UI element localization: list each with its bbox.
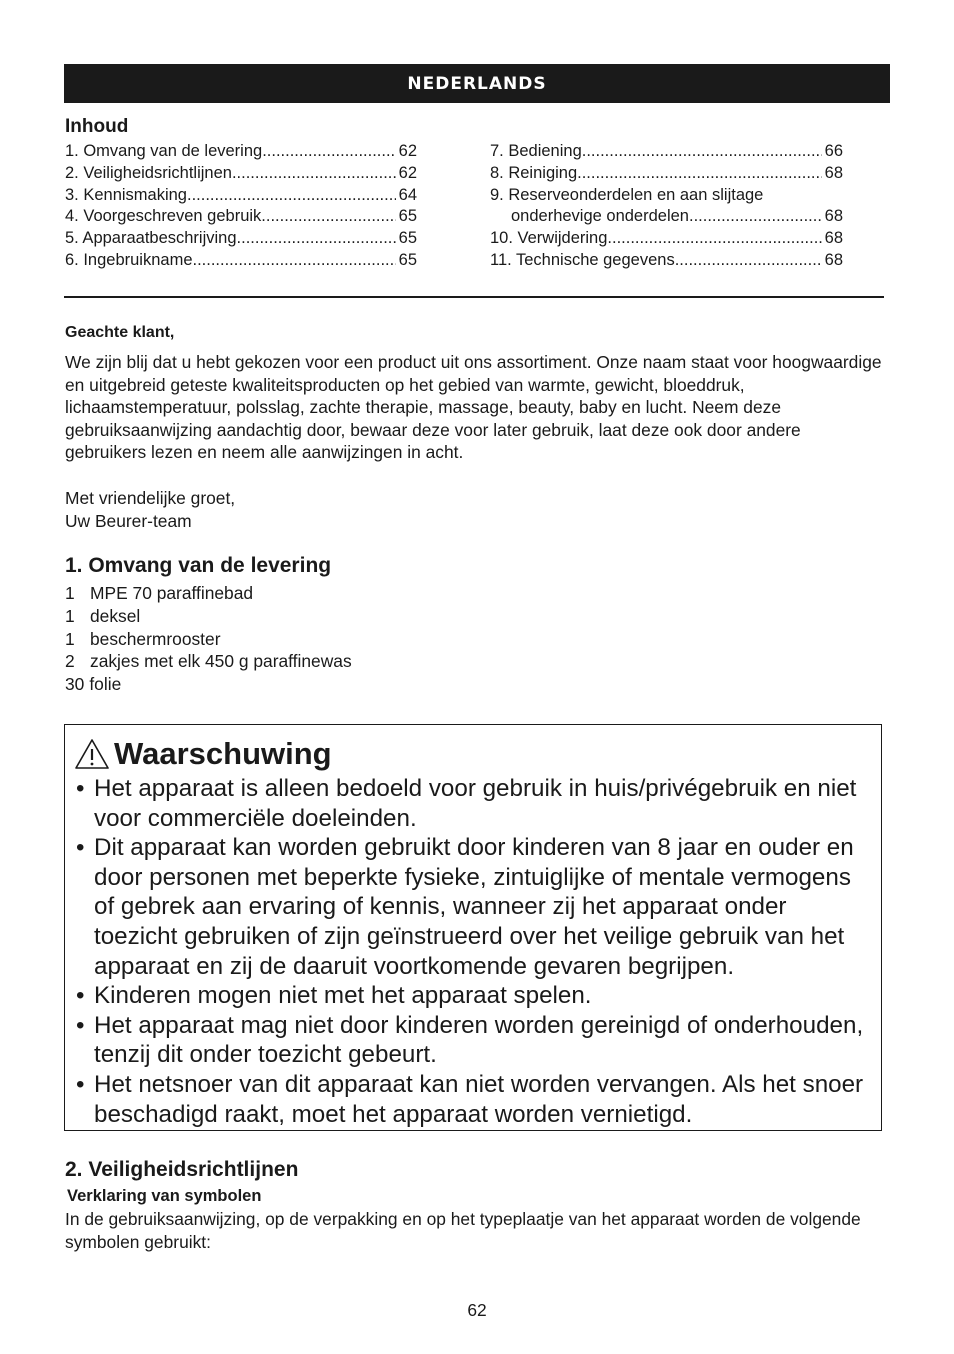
toc-entry-label: 2. Veiligheidsrichtlijnen	[65, 163, 232, 182]
closing-signature: Uw Beurer-team	[65, 510, 192, 531]
symbols-paragraph: In de gebruiksaanwijzing, op de verpakking en op het typeplaatje van het apparaat worden de volgende symbolen gebruikt:	[65, 1209, 861, 1252]
toc-entry-label: onderhevige onderdelen	[511, 207, 689, 226]
divider	[64, 296, 884, 298]
toc-leader-dots	[689, 206, 822, 228]
bullet: •	[76, 982, 85, 1010]
toc-entry-label: 6. Ingebruikname	[65, 250, 193, 269]
toc-entry-page: 68	[824, 250, 843, 269]
toc-leader-dots	[607, 228, 821, 250]
bullet: •	[76, 775, 85, 802]
toc-entry-page: 65	[398, 229, 417, 248]
warning-title-text: Waarschuwing	[114, 736, 332, 771]
toc-entry-label: 3. Kennismaking	[65, 185, 187, 204]
item-text: deksel	[90, 605, 141, 626]
toc-entry-label: 9. Reserveonderdelen en aan slijtage	[490, 185, 764, 204]
warning-text: Dit apparaat kan worden gebruikt door kinderen van 8 jaar en ouder en door personen met beperkte fysieke, zintuiglijke of mentale vermogens of gebrek aan ervaring of kennis, wanneer zij het apparaat onder toezicht gebruiken of zijn geïnstrueerd over het veilige gebruik van het apparaat en zij de daaruit voortkomende gevaren begrijpen.	[94, 834, 854, 980]
toc-entry-label: 11. Technische gegevens	[490, 250, 675, 269]
language-label: NEDERLANDS	[407, 73, 547, 94]
item-quantity: 2	[65, 651, 75, 672]
language-header	[64, 64, 890, 103]
item-text: folie	[89, 674, 122, 695]
toc-entry[interactable]	[490, 250, 843, 272]
toc-entry[interactable]	[490, 185, 843, 207]
item-quantity: 1	[65, 583, 75, 603]
warning-text: Kinderen mogen niet met het apparaat spelen.	[94, 982, 592, 1010]
warning-triangle-icon	[74, 738, 110, 770]
item-text: zakjes met elk 450 g paraffinewas	[90, 651, 352, 672]
list-item	[65, 628, 352, 651]
list-item	[76, 1070, 876, 1129]
warning-list	[76, 774, 876, 1129]
toc-entry-page: 65	[398, 250, 417, 269]
toc-entry-label: 4. Voorgeschreven gebruik	[65, 207, 262, 226]
toc-entry-page: 68	[824, 163, 843, 182]
item-text: beschermrooster	[90, 628, 221, 649]
list-item	[65, 582, 352, 605]
toc-title: Inhoud	[65, 116, 129, 137]
toc-leader-dots	[262, 141, 395, 163]
list-item	[65, 650, 352, 673]
item-quantity: 1	[65, 605, 75, 626]
item-quantity: 1	[65, 628, 75, 649]
toc-entry[interactable]	[65, 206, 417, 228]
toc-entry-page: 65	[398, 207, 417, 226]
toc-entry-label: 5. Apparaatbeschrijving	[65, 229, 237, 248]
list-item	[65, 673, 352, 696]
toc-entry[interactable]	[490, 228, 843, 250]
toc-entry[interactable]	[65, 250, 417, 272]
toc-leader-dots	[261, 206, 395, 228]
toc-entry[interactable]	[65, 163, 417, 185]
toc-entry[interactable]	[490, 141, 843, 163]
toc-entry-label: 1. Omvang van de levering	[65, 142, 263, 160]
toc-column-right	[490, 141, 843, 272]
list-item	[76, 774, 876, 833]
closing-line: Met vriendelijke groet,	[65, 488, 236, 508]
toc-entry-page: 62	[398, 142, 417, 160]
section-heading: 2. Veiligheidsrichtlijnen	[65, 1158, 299, 1181]
toc-entry[interactable]	[490, 163, 843, 185]
section-heading: 1. Omvang van de levering	[65, 554, 332, 577]
toc-leader-dots	[237, 228, 396, 250]
intro-paragraph: We zijn blij dat u hebt gekozen voor een product uit ons assortiment. Onze naam staat voor hoogwaardige en uitgebreid geteste kwaliteitsproducten op het gebied van warmte, gewicht, bloeddruk, lichaamstemperatuur, polsslag, zachte therapie, massage, beauty, baby en lucht. Neem deze gebruiksaanwijzing aandachtig door, bewaar deze voor later gebruik, laat deze ook door andere gebruikers lezen en neem alle aanwijzingen in acht.	[65, 352, 882, 463]
toc-column-left	[65, 141, 417, 272]
list-item	[76, 981, 876, 1011]
toc-entry[interactable]	[65, 141, 417, 163]
item-text: MPE 70 paraffinebad	[90, 583, 254, 603]
toc-entry-label: 8. Reiniging	[490, 163, 578, 182]
toc-leader-dots	[675, 250, 822, 272]
item-quantity: 30	[65, 674, 85, 695]
bullet: •	[76, 834, 85, 862]
warning-text: Het netsnoer van dit apparaat kan niet worden vervangen. Als het snoer beschadigd raakt, moet het apparaat worden vernietigd.	[94, 1070, 864, 1128]
toc-entry-label: 10. Verwijdering	[490, 229, 608, 248]
toc-entry-page: 62	[398, 163, 417, 182]
bullet: •	[76, 1011, 85, 1039]
toc-leader-dots	[193, 250, 396, 272]
toc-leader-dots	[577, 163, 822, 185]
warning-text: Het apparaat mag niet door kinderen worden gereinigd of onderhouden, tenzij dit onder toezicht gebeurt.	[94, 1011, 864, 1069]
list-item	[76, 1011, 876, 1070]
toc-leader-dots	[232, 163, 396, 185]
toc-leader-dots	[187, 185, 396, 207]
page-number: 62	[467, 1300, 487, 1320]
toc-entry-continuation[interactable]	[490, 206, 843, 228]
bullet: •	[76, 1070, 85, 1098]
toc-leader-dots	[582, 141, 822, 163]
toc-entry-page: 68	[824, 229, 843, 248]
toc-entry-page: 66	[824, 142, 843, 160]
toc-entry[interactable]	[65, 185, 417, 207]
toc-entry-label: 7. Bediening	[490, 142, 582, 160]
toc-entry[interactable]	[65, 228, 417, 250]
warning-text: Het apparaat is alleen bedoeld voor gebruik in huis/privégebruik en niet voor commerciële doeleinden.	[94, 775, 857, 832]
list-item	[76, 833, 876, 981]
toc-entry-page: 68	[824, 207, 843, 226]
delivery-list	[65, 582, 352, 696]
salutation: Geachte klant,	[65, 324, 175, 341]
sub-heading: Verklaring van symbolen	[67, 1187, 262, 1205]
closing	[65, 487, 235, 532]
warning-title	[74, 736, 332, 772]
list-item	[65, 605, 352, 628]
toc-entry-page: 64	[398, 185, 417, 204]
